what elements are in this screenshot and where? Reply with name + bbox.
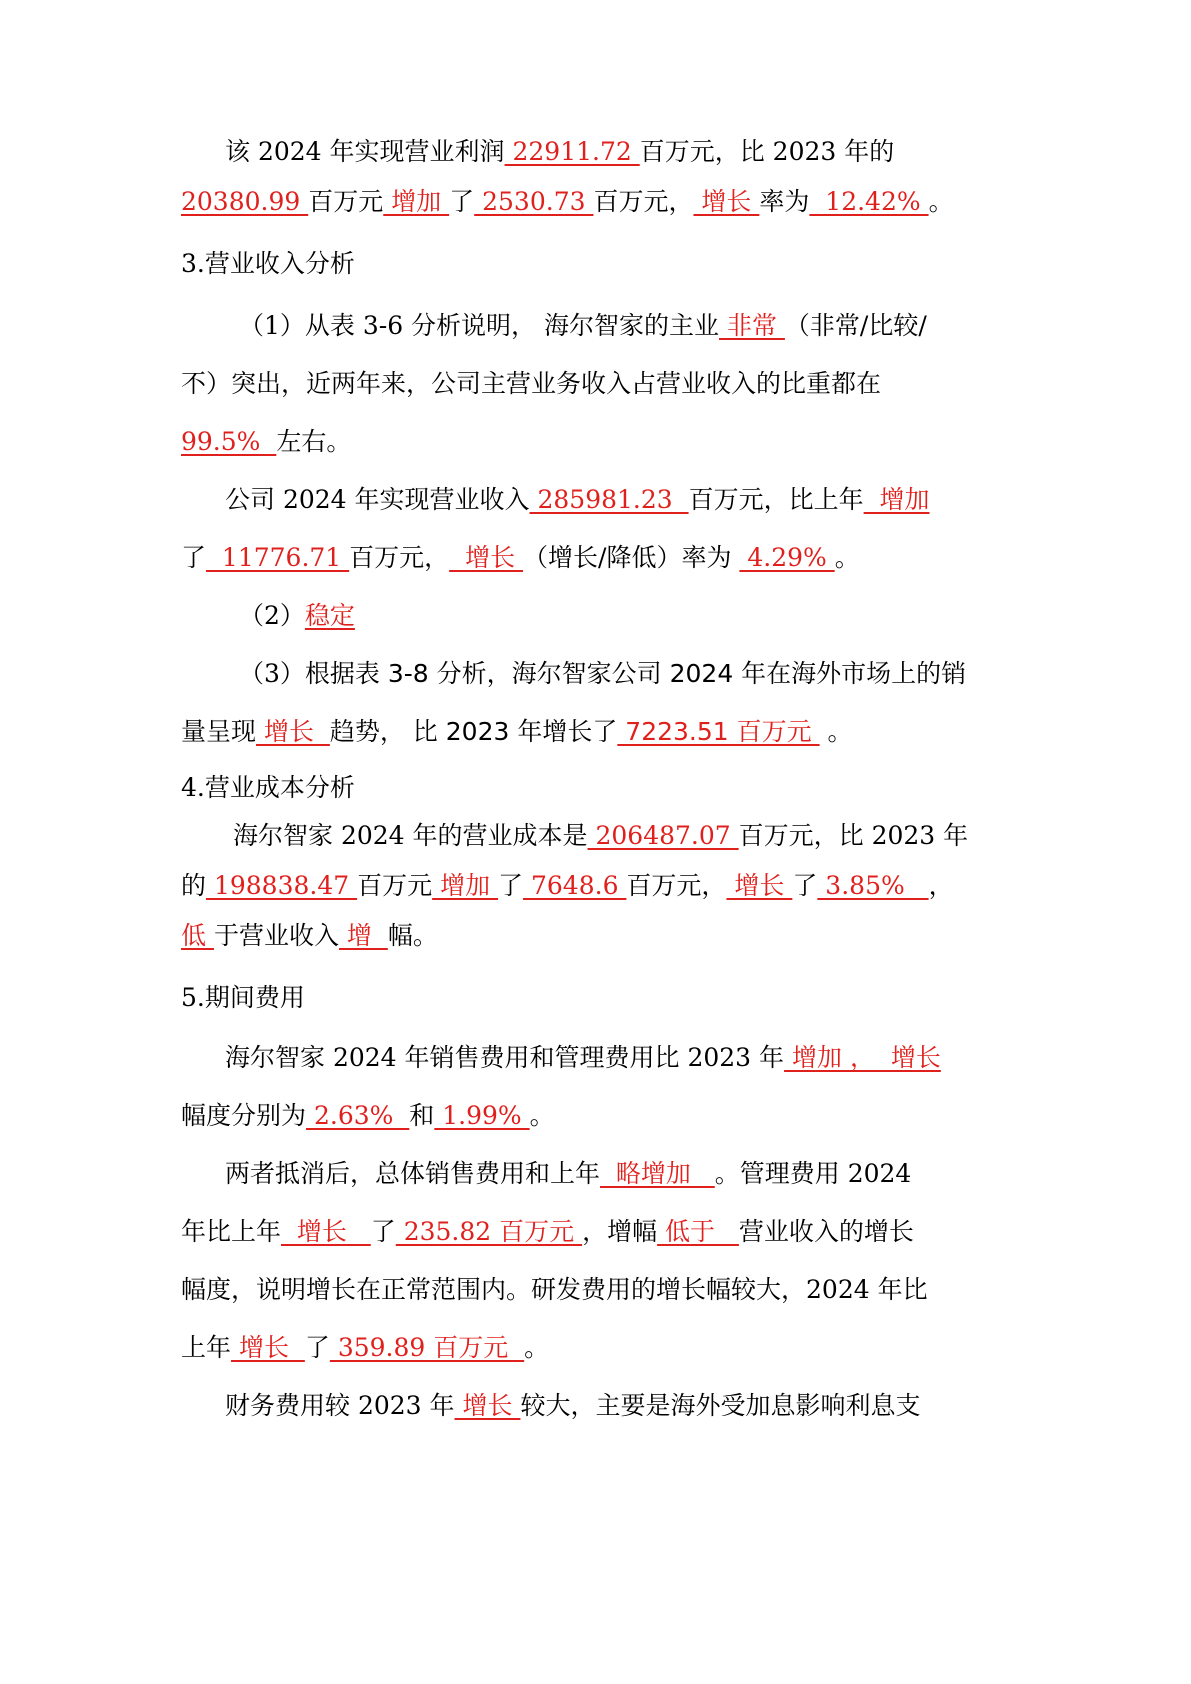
text: 。 — [834, 543, 860, 572]
text: 两者抵消后，总体销售费用和上年 — [225, 1159, 601, 1188]
text: 量呈现 — [181, 717, 257, 746]
text: 海尔智家 2024 年销售费用和管理费用比 2023 年 — [225, 1043, 785, 1072]
filled-answer: 1.99% — [434, 1101, 530, 1130]
text: 了 — [304, 1333, 330, 1362]
paragraph-revenue-line1 — [181, 484, 1065, 516]
text: 公司 2024 年实现营业收入 — [225, 485, 530, 514]
filled-answer: 略增加 — [600, 1159, 715, 1188]
filled-answer: 20380.99 — [181, 187, 309, 216]
paragraph-main-business-line1 — [181, 310, 1079, 342]
paragraph-cost-line3 — [181, 920, 1021, 952]
paragraph-revenue-line2 — [181, 542, 1021, 574]
filled-answer: 非常 — [719, 311, 785, 340]
section-heading-cost: 4.营业成本分析 — [181, 773, 355, 802]
section-heading-revenue: 3.营业收入分析 — [181, 249, 355, 278]
text: （1）从表 3-6 分析说明， 海尔智家的主业 — [239, 311, 720, 340]
text: 幅。 — [387, 921, 438, 950]
paragraph-expenses-line1 — [181, 1042, 1065, 1074]
paragraph-main-business-line3 — [181, 426, 1021, 458]
text: 和 — [409, 1101, 435, 1130]
text: 2023 — [445, 717, 510, 746]
text: 了 — [181, 543, 207, 572]
text: 百万元，比上年 — [688, 485, 864, 514]
filled-answer: 增长 — [726, 871, 793, 900]
text: 于营业收入 — [213, 921, 339, 950]
filled-answer: 增长 — [231, 1333, 305, 1362]
paragraph-offset-line1 — [181, 1158, 1065, 1190]
filled-answer: 22911.72 — [504, 137, 640, 166]
paragraph-cost-line2 — [181, 870, 1021, 902]
filled-answer: 2530.73 — [474, 187, 594, 216]
text: 上年 — [181, 1333, 232, 1362]
filled-answer: 198838.47 — [206, 871, 358, 900]
filled-answer: 增长 — [449, 543, 524, 572]
filled-answer: 稳定 — [304, 601, 355, 630]
text: 率为 — [759, 187, 810, 216]
text: 左右。 — [276, 427, 352, 456]
text: 分析，海尔智家公司 — [428, 659, 670, 688]
text: 百万元 — [357, 871, 433, 900]
paragraph-overseas-line2 — [181, 716, 1021, 748]
text: 年在海外市场上的销 — [733, 659, 967, 688]
text: 营业收入的增长 — [738, 1217, 914, 1246]
filled-answer: 增长 — [281, 1217, 371, 1246]
text: 财务费用较 2023 年 — [225, 1391, 455, 1420]
filled-answer: 3.85% — [817, 871, 929, 900]
filled-answer: 12.42% — [809, 187, 929, 216]
section-heading-period-expenses: 5.期间费用 — [181, 983, 305, 1012]
filled-answer: 285981.23 — [529, 485, 689, 514]
filled-answer: 2.63% — [306, 1101, 410, 1130]
paragraph-finance-line1 — [181, 1390, 1065, 1422]
filled-answer: 235.82 百万元 — [395, 1217, 583, 1246]
text: （3）根据表 — [239, 659, 388, 688]
paragraph-cost-line1 — [181, 820, 1073, 852]
text: 了 — [449, 187, 475, 216]
text: 百万元，比 2023 年的 — [639, 137, 895, 166]
filled-answer: 7223.51 百万元 — [617, 717, 820, 746]
text: 。管理费用 2024 — [714, 1159, 912, 1188]
paragraph-offset-line3: 幅度，说明增长在正常范围内。研发费用的增长幅较大，2024 年比 — [181, 1275, 928, 1304]
text: 年增长了 — [509, 717, 618, 746]
text: 较大，主要是海外受加息影响利息支 — [520, 1391, 921, 1420]
text: ， — [928, 871, 954, 900]
filled-answer: 359.89 百万元 — [329, 1333, 525, 1362]
text: 该 2024 年实现营业利润 — [225, 137, 505, 166]
filled-answer: 增 — [338, 921, 388, 950]
filled-answer: 增长 — [256, 717, 330, 746]
filled-answer: 11776.71 — [206, 543, 350, 572]
text: 了 — [498, 871, 524, 900]
paragraph-offset-line2 — [181, 1216, 1021, 1248]
text: 了 — [792, 871, 818, 900]
text: 3-8 — [387, 659, 429, 688]
paragraph-offset-line4 — [181, 1332, 1021, 1364]
filled-answer: 4.29% — [739, 543, 835, 572]
filled-answer: 7648.6 — [523, 871, 627, 900]
text: 。 — [928, 187, 954, 216]
paragraph-expenses-line2 — [181, 1100, 1021, 1132]
filled-answer: 99.5% — [181, 427, 277, 456]
text: 了 — [370, 1217, 396, 1246]
filled-answer: 206487.07 — [587, 821, 739, 850]
text: 趋势， 比 — [329, 717, 446, 746]
filled-answer: 增加 — [383, 187, 450, 216]
text: （2） — [239, 601, 305, 630]
paragraph-main-business-line2: 不）突出，近两年来，公司主营业务收入占营业收入的比重都在 — [181, 369, 882, 398]
text: 2024 — [669, 659, 734, 688]
text: 海尔智家 2024 年的营业成本是 — [233, 821, 588, 850]
text: 百万元， — [626, 871, 727, 900]
text: 。 — [529, 1101, 555, 1130]
text: 百万元 — [308, 187, 384, 216]
filled-answer: 增加 ， 增长 — [784, 1043, 941, 1072]
paragraph-overseas-line1 — [181, 658, 1079, 690]
text: 幅度分别为 — [181, 1101, 307, 1130]
text: 年比上年 — [181, 1217, 282, 1246]
filled-answer: 增长 — [693, 187, 760, 216]
paragraph-operating-profit-line2 — [181, 186, 1021, 218]
filled-answer: 增加 — [863, 485, 930, 514]
paragraph-operating-profit-line1 — [181, 136, 1065, 168]
text: 百万元， — [349, 543, 450, 572]
text: 百万元， — [593, 187, 694, 216]
text: 。 — [524, 1333, 550, 1362]
paragraph-item-2 — [181, 600, 1079, 632]
filled-answer: 低 — [181, 921, 214, 950]
text: （增长/降低）率为 — [523, 543, 740, 572]
filled-answer: 增长 — [454, 1391, 521, 1420]
filled-answer: 低于 — [657, 1217, 739, 1246]
text: 。 — [819, 717, 853, 746]
text: 的 — [181, 871, 207, 900]
filled-answer: 增加 — [432, 871, 499, 900]
text: （非常/比较/ — [784, 311, 927, 340]
text: ，增幅 — [582, 1217, 658, 1246]
text: 百万元，比 2023 年 — [738, 821, 969, 850]
